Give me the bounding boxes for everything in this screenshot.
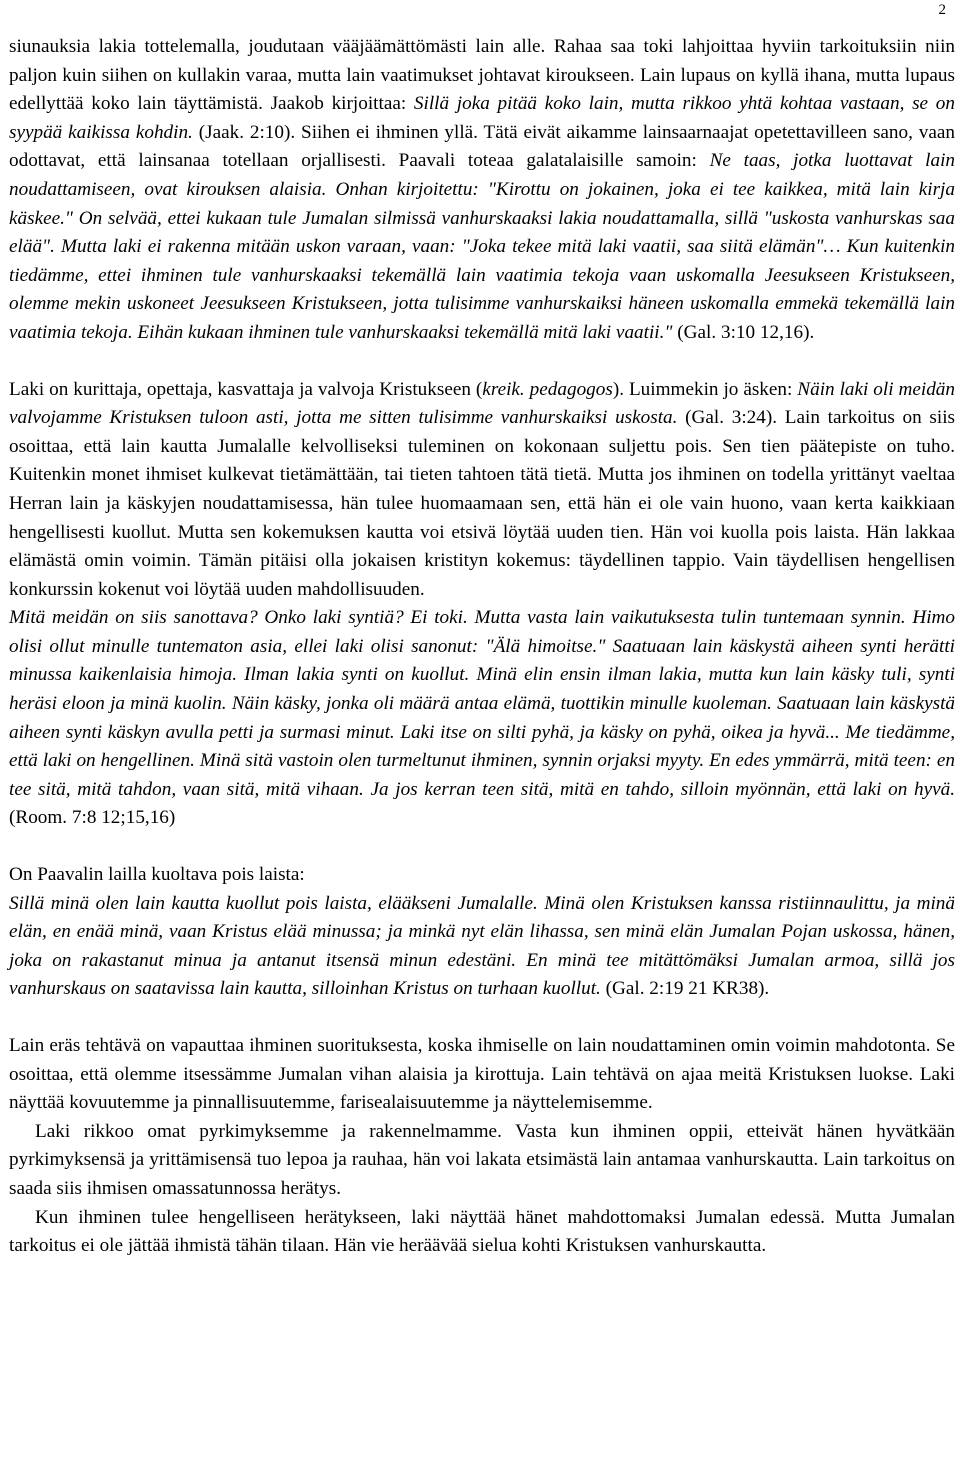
italic-run: Mitä meidän on siis sanottava? Onko laki syntiä? Ei toki. Mutta vasta lain vaikutuksesta tulin tuntemaan synnin. Himo olisi ollut minulle tuntematon asia, ellei laki olisi sanonut: "Älä himoitse." Saatuaan lain käskystä aiheen synti herätti minussa kaikenlaisia himoja. Ilman lakia synti on kuollut. Minä elin ensin ilman lakia, mutta kun lain käsky tuli, synti heräsi eloon ja minä kuolin. Näin käsky, jonka oli määrä antaa elämä, tuottikin minulle kuoleman. Saatuaan lain käskystä aiheen synti käskyn avulla petti ja surmasi minut. Laki itse on silti pyhä, ja käsky on pyhä, oikea ja hyvä... Me tiedämme, että laki on hengellinen. Minä sitä vastoin olen turmeltunut ihminen, synnin orjaksi myyty. En edes ymmärrä, mitä teen: en tee sitä, mitä tahdon, vaan sitä, mitä vihaan. Ja jos kerran teen sitä, mitä en tahdo, silloin myönnän, että laki on hyvä. xyxy=(9,607,955,800)
paragraph xyxy=(9,1032,955,1118)
paragraph-gap xyxy=(9,833,955,861)
text-run: On Paavalin lailla kuoltava pois laista: xyxy=(9,864,305,886)
paragraph xyxy=(9,376,955,605)
paragraph xyxy=(9,33,955,348)
text-run: (Gal. 3:24). Lain tarkoitus on siis osoittaa, että lain kautta Jumalalle kelvolliseksi tuleminen on kokonaan suljettu pois. Sen tien päätepiste on tuho. Kuitenkin monet ihmiset kulkevat tietämättään, tai tieten tahtoen tätä tietä. Mutta jos ihminen on todella yrittänyt vaeltaa Herran lain ja käskyjen noudattamisessa, hän tulee huomaamaan sen, että hän ei ole vain huono, vaan kerta kaikkiaan hengellisesti kuollut. Mutta sen kokemuksen kautta voi etsivä löytää uuden tien. Hän voi kuolla pois laista. Hän lakkaa elämästä omin voimin. Tämän pitäisi olla jokaisen kristityn kokemus: täydellinen tappio. Vain täydellisen hengellisen konkurssin kokenut voi löytää uuden mahdollisuuden. xyxy=(9,407,955,600)
text-run: (Gal. 2:19 21 KR38). xyxy=(600,978,770,1000)
text-run: siunauksia lakia tottelemalla, joudutaan vääjäämättömästi lain alle. Rahaa saa toki lahjoittaa hyviin tarkoituksiin niin paljon kuin siihen on kullakin varaa, mutta lain vaatimukset johtavat kiroukseen. Lain lupaus on kyllä ihana, mutta lupaus edellyttää koko lain täyttämistä. Jaakob kirjoittaa: xyxy=(9,36,955,115)
text-run: (Gal. 3:10 12,16). xyxy=(672,321,815,343)
paragraph xyxy=(9,1204,955,1261)
italic-run: Näin laki oli meidän valvojamme Kristuksen tuloon asti, jotta me sitten tulisimme vanhurskaiksi uskosta. xyxy=(9,378,955,429)
paragraph xyxy=(9,890,955,1004)
text-run: Kun ihminen tulee hengelliseen herätykseen, laki näyttää hänet mahdottomaksi Jumalan edessä. Mutta Jumalan tarkoitus ei ole jättää ihmistä tähän tilaan. Hän vie heräävää sielua kohti Kristuksen vanhurskautta. xyxy=(9,1206,955,1257)
paragraph xyxy=(9,604,955,833)
paragraph-gap xyxy=(9,1004,955,1032)
paragraph xyxy=(9,861,955,890)
italic-run: Sillä minä olen lain kautta kuollut pois laista, elääkseni Jumalalle. Minä olen Kristuksen kanssa ristiinnaulittu, ja minä elän, en enää minä, vaan Kristus elää minussa; ja minkä nyt elän lihassa, sen minä elän Jumalan Pojan uskossa, hänen, joka on rakastanut minua ja antanut itsensä minun edestäni. En minä tee mitättömäksi Jumalan armoa, sillä jos vanhurskaus on saatavissa lain kautta, silloinhan Kristus on turhaan kuollut. xyxy=(9,892,955,1000)
text-run: Lain eräs tehtävä on vapauttaa ihminen suorituksesta, koska ihmiselle on lain noudattaminen omin voimin mahdotonta. Se osoittaa, että olemme itsessämme Jumalan vihan alaisia ja kirottuja. Lain tehtävä on ajaa meitä Kristuksen luokse. Laki näyttää kovuutemme ja pinnallisuutemme, farisealaisuutemme ja näyttelemisemme. xyxy=(9,1035,955,1114)
text-run: (Room. 7:8 12;15,16) xyxy=(9,807,176,829)
text-run: Laki rikkoo omat pyrkimyksemme ja rakennelmamme. Vasta kun ihminen oppii, etteivät hänen hyvätkään pyrkimyksensä ja yrittämisensä tuo lepoa ja rauhaa, hän voi lakata etsimästä lain antamaa vanhurskautta. Lain tarkoitus on saada siis ihmisen omassatunnossa herätys. xyxy=(9,1120,955,1199)
paragraph xyxy=(9,1118,955,1204)
italic-run: Sillä joka pitää koko lain, mutta rikkoo yhtä kohtaa vastaan, se on syypää kaikissa kohdin. xyxy=(9,93,955,143)
page-number: 2 xyxy=(938,2,946,18)
paragraph-gap xyxy=(9,348,955,376)
text-run: ). Luimmekin jo äsken: xyxy=(612,378,798,400)
document-body xyxy=(9,33,955,1261)
text-run: Laki on kurittaja, opettaja, kasvattaja ja valvoja Kristukseen ( xyxy=(9,378,483,400)
italic-run: Ne taas, jotka luottavat lain noudattamiseen, ovat kirouksen alaisia. Onhan kirjoitettu: "Kirottu on jokainen, joka ei tee kaikkea, mitä lain kirja käskee." On selvää, ettei kukaan tule Jumalan silmissä vanhurskaaksi lakia noudattamalla, sillä "uskosta vanhurskas saa elää". Mutta laki ei rakenna mitään uskon varaan, vaan: "Joka tekee mitä laki vaatii, saa siitä elämän"… Kun kuitenkin tiedämme, ettei ihminen tule vanhurskaaksi tekemällä lain vaatimia tekoja vaan uskomalla Jeesukseen Kristukseen, olemme mekin uskoneet Jeesukseen Kristukseen, jotta tulisimme vanhurskaiksi häneen uskomalla emmekä tekemällä lain vaatimia tekoja. Eihän kukaan ihminen tule vanhurskaaksi tekemällä mitä laki vaatii." xyxy=(9,150,955,343)
text-run: (Jaak. 2:10). Siihen ei ihminen yllä. Tätä eivät aikamme lainsaarnaajat opetettavilleen sano, vaan odottavat, että lainsanaa totellaan orjallisesti. Paavali toteaa galatalaisille samoin: xyxy=(9,121,955,172)
italic-run: kreik. pedagogos xyxy=(482,378,613,400)
